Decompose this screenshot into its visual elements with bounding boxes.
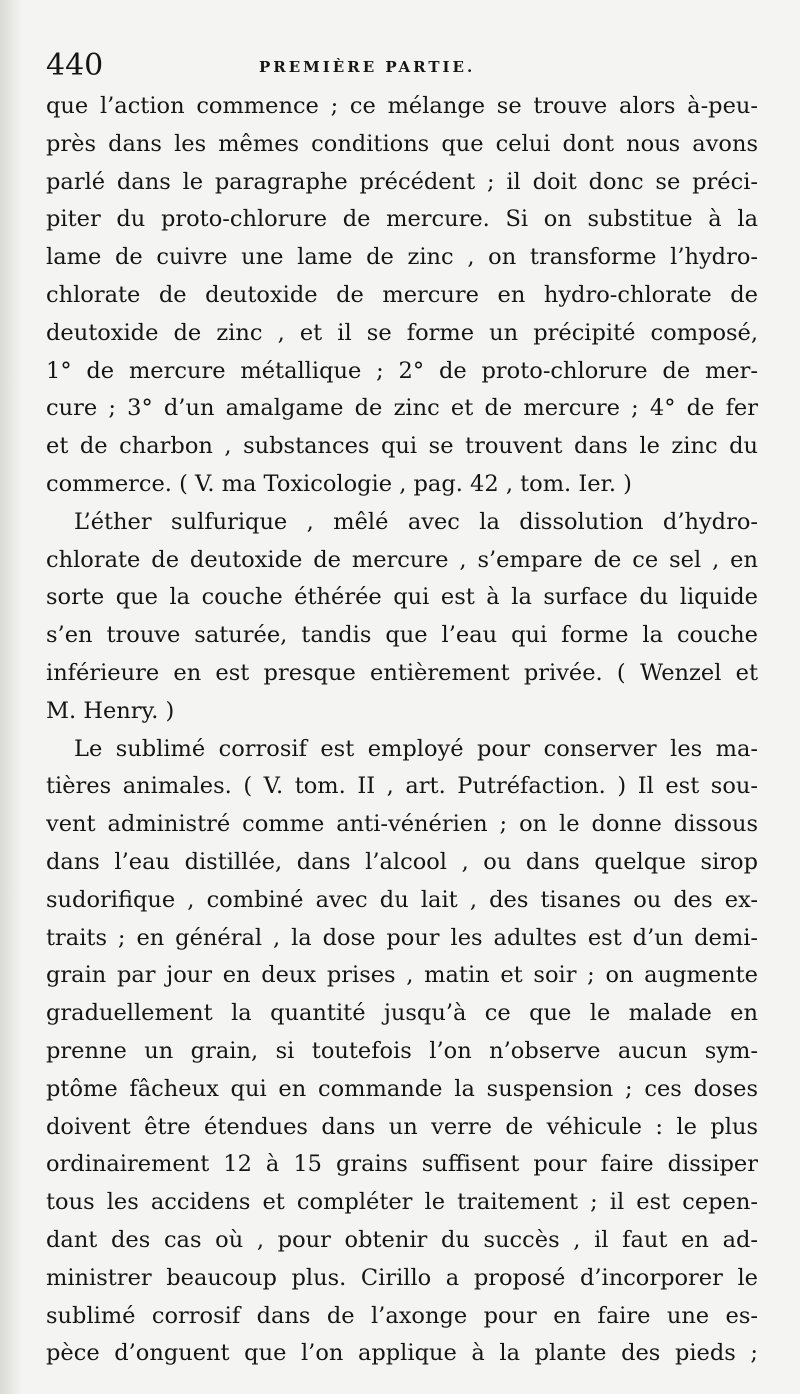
- text-line: doivent être étendues dans un verre de véhicule : le plus: [46, 1113, 758, 1140]
- text-line: grain par jour en deux prises , matin et soir ; on augmente: [46, 962, 758, 989]
- text-line: dant des cas où , pour obtenir du succès , il faut en ad-: [46, 1226, 758, 1253]
- running-head: PREMIÈRE PARTIE.: [259, 58, 476, 76]
- text-line: deutoxide de zinc , et il se forme un précipité composé,: [46, 319, 758, 346]
- text-line: ordinairement 12 à 15 grains suffisent pour faire dissiper: [46, 1151, 758, 1178]
- body-text: [46, 88, 758, 1373]
- text-line: cure ; 3° d’un amalgame de zinc et de mercure ; 4° de fer: [46, 395, 758, 422]
- text-line: sorte que la couche éthérée qui est à la surface du liquide: [46, 584, 758, 611]
- text-line: parlé dans le paragraphe précédent ; il doit donc se préci-: [46, 168, 758, 195]
- text-line: commerce. ( V. ma Toxicologie , pag. 42 , tom. Ier. ): [46, 470, 632, 497]
- text-line: M. Henry. ): [46, 697, 175, 724]
- text-line: graduellement la quantité jusqu’à ce que le malade en: [46, 1000, 758, 1027]
- text-line: et de charbon , substances qui se trouvent dans le zinc du: [46, 433, 758, 460]
- text-line: chlorate de deutoxide de mercure en hydro-chlorate de: [46, 281, 758, 308]
- text-line: que l’action commence ; ce mélange se trouve alors à-peu-: [46, 93, 758, 119]
- page-header: [46, 48, 758, 84]
- text-line: près dans les mêmes conditions que celui dont nous avons: [46, 130, 758, 157]
- text-line: sublimé corrosif dans de l’axonge pour en faire une es-: [46, 1302, 758, 1329]
- text-line: ptôme fâcheux qui en commande la suspension ; ces doses: [46, 1075, 758, 1102]
- text-line: chlorate de deutoxide de mercure , s’empare de ce sel , en: [46, 546, 758, 573]
- text-line: s’en trouve saturée, tandis que l’eau qui forme la couche: [46, 622, 758, 649]
- text-line: dans l’eau distillée, dans l’alcool , ou dans quelque sirop: [46, 848, 758, 875]
- text-line: ministrer beaucoup plus. Cirillo a proposé d’incorporer le: [46, 1264, 758, 1291]
- text-line: sudorifique , combiné avec du lait , des tisanes ou des ex-: [46, 886, 758, 913]
- page-gutter-shadow: [0, 0, 22, 1394]
- text-line: prenne un grain, si toutefois l’on n’observe aucun sym-: [46, 1037, 758, 1064]
- text-line: tières animales. ( V. tom. II , art. Putréfaction. ) Il est sou-: [46, 773, 758, 800]
- text-line: Le sublimé corrosif est employé pour conserver les ma-: [74, 735, 758, 762]
- text-line: piter du proto-chlorure de mercure. Si on substitue à la: [46, 206, 758, 233]
- text-line: vent administré comme anti-vénérien ; on le donne dissous: [46, 811, 758, 838]
- page-number: 440: [46, 48, 104, 83]
- text-line: pèce d’onguent que l’on applique à la plante des pieds ;: [46, 1340, 758, 1367]
- text-line: inférieure en est presque entièrement privée. ( Wenzel et: [46, 659, 758, 686]
- text-line: L’éther sulfurique , mêlé avec la dissolution d’hydro-: [74, 508, 758, 535]
- text-line: tous les accidens et compléter le traitement ; il est cepen-: [46, 1189, 758, 1216]
- text-line: traits ; en général , la dose pour les adultes est d’un demi-: [46, 924, 758, 951]
- text-line: lame de cuivre une lame de zinc , on transforme l’hydro-: [46, 244, 758, 271]
- text-line: 1° de mercure métallique ; 2° de proto-chlorure de mer-: [46, 357, 758, 384]
